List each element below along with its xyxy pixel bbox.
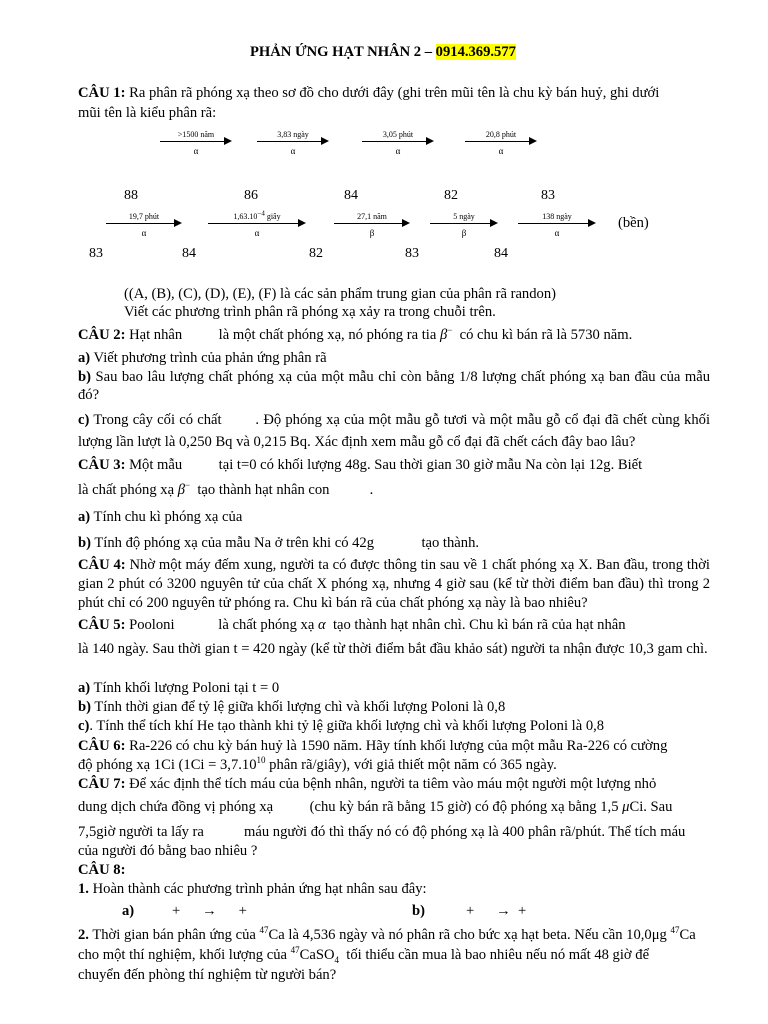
- q8-part-2-line-3: chuyển đến phòng thí nghiệm từ người bán?: [78, 967, 337, 983]
- q1-label: CÂU 1:: [78, 85, 126, 101]
- decay-type-label: β: [461, 228, 467, 238]
- arrow-head-icon: [224, 137, 232, 145]
- decay-arrow: [160, 130, 232, 160]
- beta-symbol: β: [439, 327, 448, 343]
- q6-line-2: độ phóng xạ 1Ci ($1Ci = 3,7.10^{10}$ phân rã/giây), với giả thiết một năm có 365 ngày.: [78, 755, 557, 773]
- q5-b: b) Tính thời gian để tỷ lệ giữa khối lượng chì và khối lượng Poloni là 0,8: [78, 699, 506, 715]
- arrow-head-icon: [174, 219, 182, 227]
- q2-c: c) Trong cây cối có chất . Độ phóng xạ của một mẫu gỗ tươi và một mẫu gỗ cổ đại đã chết cùng khối lượng lần lượt là 0,250 Bq và 0,215 Bq. Xác định xem mẫu gỗ cổ đại đã chết cách đây bao lâu?: [78, 412, 714, 450]
- q1-line-2: [78, 104, 216, 122]
- q8-part-2-line-1: 2. Thời gian bán phân ứng của $^{47}$Ca là 4,536 ngày và nó phân rã cho bức xạ hạt beta. Nếu cần 10,0μg $^{47}$Ca: [78, 925, 696, 943]
- atomic-number: 88: [124, 188, 138, 203]
- q4-text: CÂU 4: Nhờ một máy đếm xung, người ta có được thông tin sau về 1 chất phóng xạ X. Ban đầu, trong thời gian 2 phút có 3200 nguyên tử của chất X phóng xạ, nhưng 4 giờ sau (kể từ thời điểm ban đầu) thì trong 2 phút chỉ có 200 nguyên tử phóng ra. Chu kì bán rã của chất phóng xạ này là bao nhiêu?: [78, 557, 710, 611]
- q3-b: b) Tính độ phóng xạ của mẫu Na ở trên khi có 42g tạo thành.: [78, 535, 480, 551]
- q8-part-2-line-2: cho một thí nghiệm, khối lượng của $^{47}$CaSO$_4$ tối thiểu cần mua là bao nhiêu nếu nó mất 48 giờ để: [78, 945, 650, 965]
- decay-arrow: [257, 130, 329, 160]
- phone-number: 0914.369.577: [435, 44, 516, 60]
- arrow-head-icon: [588, 219, 596, 227]
- arrow-head-icon: [321, 137, 329, 145]
- decay-type-label: β: [369, 228, 375, 238]
- stable-label: (bền): [618, 215, 649, 231]
- q3-a: a) Tính chu kì phóng xạ của: [78, 509, 243, 525]
- q2-a: a) Viết phương trình của phản ứng phân rã: [78, 350, 327, 366]
- atomic-number: 84: [494, 246, 508, 261]
- atomic-number: 86: [244, 188, 258, 203]
- q1-line-1: [78, 84, 659, 102]
- q7-line-4: của người đó bằng bao nhiêu ?: [78, 843, 258, 859]
- beta-symbol: β: [177, 482, 185, 498]
- atomic-number: 84: [182, 246, 196, 261]
- decay-type-label: α: [395, 146, 401, 156]
- arrow-head-icon: [402, 219, 410, 227]
- title-text: PHẢN ỨNG HẠT NHÂN 2 –: [250, 44, 436, 60]
- arrow-head-icon: [490, 219, 498, 227]
- q2-text: Hạt nhân là một chất phóng xạ, nó phóng ra tia: [125, 327, 440, 343]
- page-title: [250, 44, 516, 61]
- q8-part-1: 1. Hoàn thành các phương trình phản ứng hạt nhân sau đây:: [78, 881, 427, 897]
- eq-a: + → +: [172, 903, 247, 919]
- alpha-symbol: α: [317, 617, 326, 633]
- eq-b-label: b): [412, 903, 425, 919]
- q5-line-2: là 140 ngày. Sau thời gian t = 420 ngày (kể từ thời điểm bắt đầu khảo sát) người ta nhận được 10,3 gam chì.: [78, 641, 708, 657]
- half-life-label: 27,1 năm: [357, 212, 387, 221]
- q2-label: CÂU 2:: [78, 327, 126, 343]
- decay-arrow: [362, 130, 434, 160]
- q5-c: c). Tính thể tích khí He tạo thành khi tỷ lệ giữa khối lượng chì và khối lượng Poloni là 0,8: [78, 718, 605, 734]
- arrow-shaft: [334, 223, 404, 224]
- arrow-shaft: [430, 223, 492, 224]
- q2-b: b) Sau bao lâu lượng chất phóng xạ của một mẫu chỉ còn bằng 1/8 lượng chất phóng xạ ban đầu của mẫu đó?: [78, 369, 710, 403]
- half-life-label: 138 ngày: [542, 212, 572, 221]
- decay-arrow: [334, 212, 410, 242]
- q1-task: Viết các phương trình phân rã phóng xạ xảy ra trong chuỗi trên.: [124, 304, 496, 320]
- q1-text: Ra phân rã phóng xạ theo sơ đồ cho dưới đây (ghi trên mũi tên là chu kỳ bán huỷ, ghi dưới: [125, 85, 660, 101]
- arrow-head-icon: [298, 219, 306, 227]
- q8-label: CÂU 8:: [78, 862, 126, 878]
- decay-arrow: [465, 130, 537, 160]
- half-life-label: 3,05 phút: [382, 130, 414, 139]
- q2-line: [78, 326, 632, 344]
- atomic-number: 82: [309, 246, 323, 261]
- arrow-shaft: [362, 141, 428, 142]
- arrow-shaft: [160, 141, 226, 142]
- decay-arrow: [518, 212, 596, 242]
- arrow-shaft: [208, 223, 300, 224]
- half-life-label: 20,8 phút: [485, 130, 517, 139]
- q7-line-2: dung dịch chứa đồng vị phóng xạ (chu kỳ bán rã bằng 15 giờ) có độ phóng xạ bằng 1,5 μCi. Sau: [78, 799, 673, 815]
- q5-a: a) Tính khối lượng Poloni tại t = 0: [78, 680, 280, 696]
- atomic-number: 84: [344, 188, 358, 203]
- q1-note: ((A, (B), (C), (D), (E), (F) là các sản phẩm trung gian của phân rã randon): [124, 286, 556, 302]
- q3-line-1: CÂU 3: Một mẫu tại t=0 có khối lượng 48g. Sau thời gian 30 giờ mẫu Na còn lại 12g. Biết: [78, 457, 643, 473]
- q6-line-1: CÂU 6: Ra-226 có chu kỳ bán huỷ là 1590 năm. Hãy tính khối lượng của một mẫu Ra-226 có cường: [78, 738, 668, 754]
- decay-type-label: α: [254, 228, 260, 238]
- arrow-shaft: [257, 141, 323, 142]
- half-life-label: $1,63.10^{-4}$ giây: [233, 209, 281, 221]
- decay-arrow: [208, 209, 306, 242]
- arrow-shaft: [106, 223, 176, 224]
- atomic-number: 83: [541, 188, 555, 203]
- q1-text-2: mũi tên là kiểu phân rã:: [78, 105, 217, 121]
- decay-type-label: α: [554, 228, 560, 238]
- decay-type-label: α: [290, 146, 296, 156]
- decay-arrow: [430, 212, 498, 242]
- arrow-shaft: [518, 223, 590, 224]
- arrow-head-icon: [426, 137, 434, 145]
- atomic-number: 83: [89, 246, 103, 261]
- half-life-label: 3,83 ngày: [277, 130, 309, 139]
- eq-a-label: a): [122, 903, 135, 919]
- beta-sign: −: [447, 325, 453, 336]
- mu-symbol: μ: [622, 799, 630, 815]
- arrow-head-icon: [529, 137, 537, 145]
- decay-type-label: α: [193, 146, 199, 156]
- q3-line-2: là chất phóng xạ β− tạo thành hạt nhân con .: [78, 480, 374, 498]
- q7-line-3: 7,5giờ người ta lấy ra máu người đó thì thấy nó có độ phóng xạ là 400 phân rã/phút. Thể tích máu: [78, 824, 686, 840]
- q7-line-1: CÂU 7: Để xác định thể tích máu của bệnh nhân, người ta tiêm vào máu một người một lượng nhỏ: [78, 776, 657, 792]
- decay-arrow: [106, 212, 182, 242]
- half-life-label: >1500 năm: [177, 130, 215, 139]
- half-life-label: 5 ngày: [453, 212, 475, 221]
- eq-b: + → +: [466, 903, 527, 919]
- decay-type-label: α: [141, 228, 147, 238]
- half-life-label: 19,7 phút: [128, 212, 160, 221]
- q5-line-1: CÂU 5: Pooloni là chất phóng xạ α tạo thành hạt nhân chì. Chu kì bán rã của hạt nhân: [78, 617, 626, 633]
- atomic-number: 82: [444, 188, 458, 203]
- q2-text-end: có chu kì bán rã là 5730 năm.: [452, 327, 633, 343]
- arrow-shaft: [465, 141, 531, 142]
- decay-type-label: α: [498, 146, 504, 156]
- atomic-number: 83: [405, 246, 419, 261]
